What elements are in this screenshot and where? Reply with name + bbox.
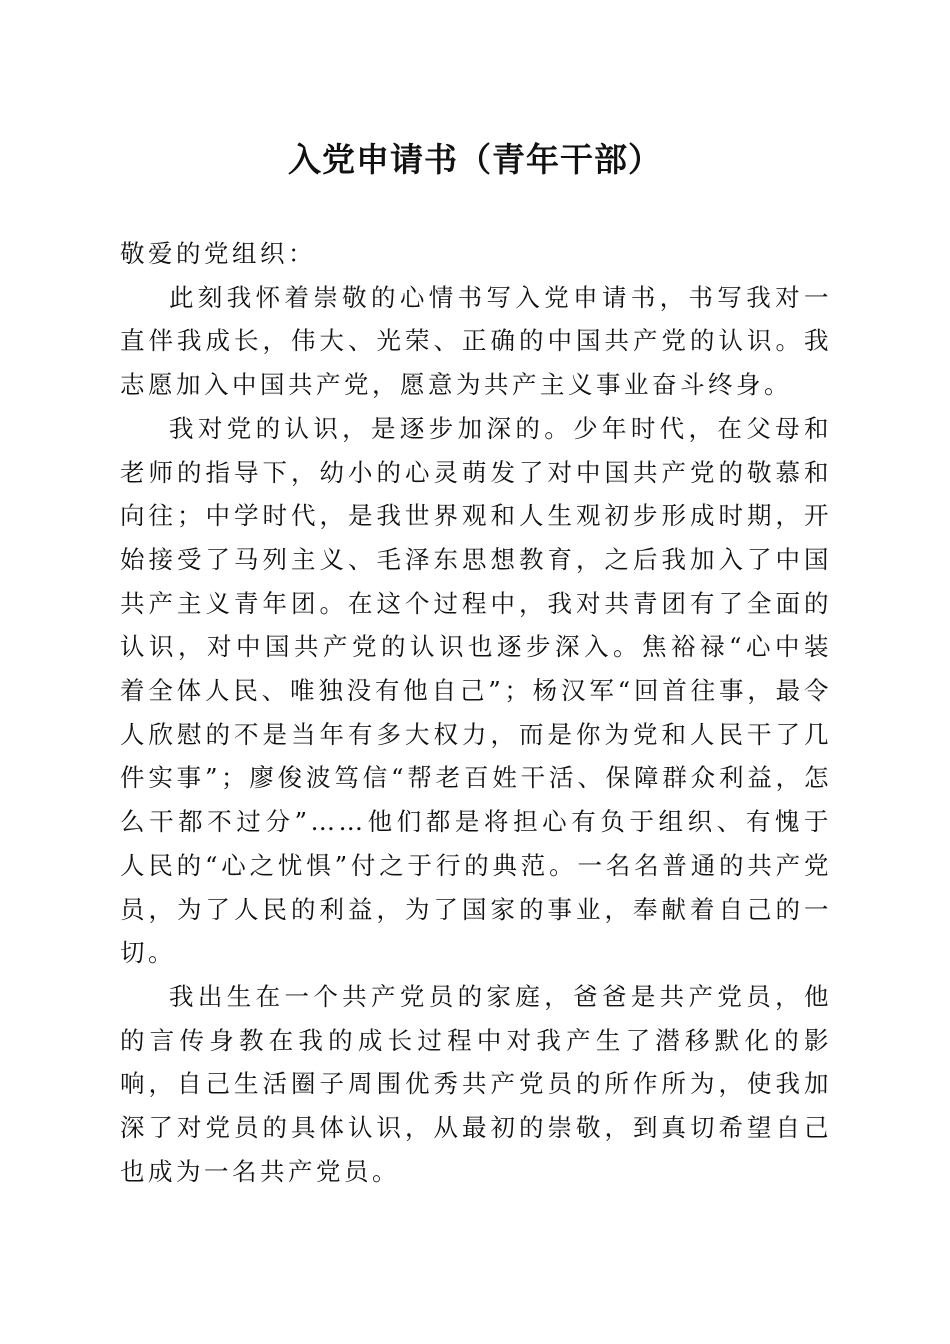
salutation: 敬爱的党组织： xyxy=(120,239,316,268)
paragraph-2: 我对党的认识，是逐步加深的。少年时代，在父母和老师的指导下，幼小的心灵萌发了对中国共产党的敬慕和向往；中学时代，是我世界观和人生观初步形成时期，开始接受了马列主义、毛泽东思想教育，之后我加入了中国共产主义青年团。在这个过程中，我对共青团有了全面的认识，对中国共产党的认识也逐步深入。焦裕禄“心中装着全体人民、唯独没有他自己”；杨汉军“回首往事，最令人欣慰的不是当年有多大权力，而是你为党和人民干了几件实事”；廖俊波笃信“帮老百姓干活、保障群众利益，怎么干都不过分”……他们都是将担心有负于组织、有愧于人民的“心之忧惧”付之于行的典范。一名名普通的共产党员，为了人民的利益，为了国家的事业，奉献着自己的一切。 xyxy=(120,413,832,968)
document-title: 入党申请书（青年干部） xyxy=(288,140,662,179)
document-body xyxy=(120,232,832,1193)
paragraph-3: 我出生在一个共产党员的家庭，爸爸是共产党员，他的言传身教在我的成长过程中对我产生了潜移默化的影响，自己生活圈子周围优秀共产党员的所作所为，使我加深了对党员的具体认识，从最初的崇敬，到真切希望自己也成为一名共产党员。 xyxy=(120,981,832,1186)
paragraph-1: 此刻我怀着崇敬的心情书写入党申请书，书写我对一直伴我成长，伟大、光荣、正确的中国共产党的认识。我志愿加入中国共产党，愿意为共产主义事业奋斗终身。 xyxy=(120,282,832,400)
